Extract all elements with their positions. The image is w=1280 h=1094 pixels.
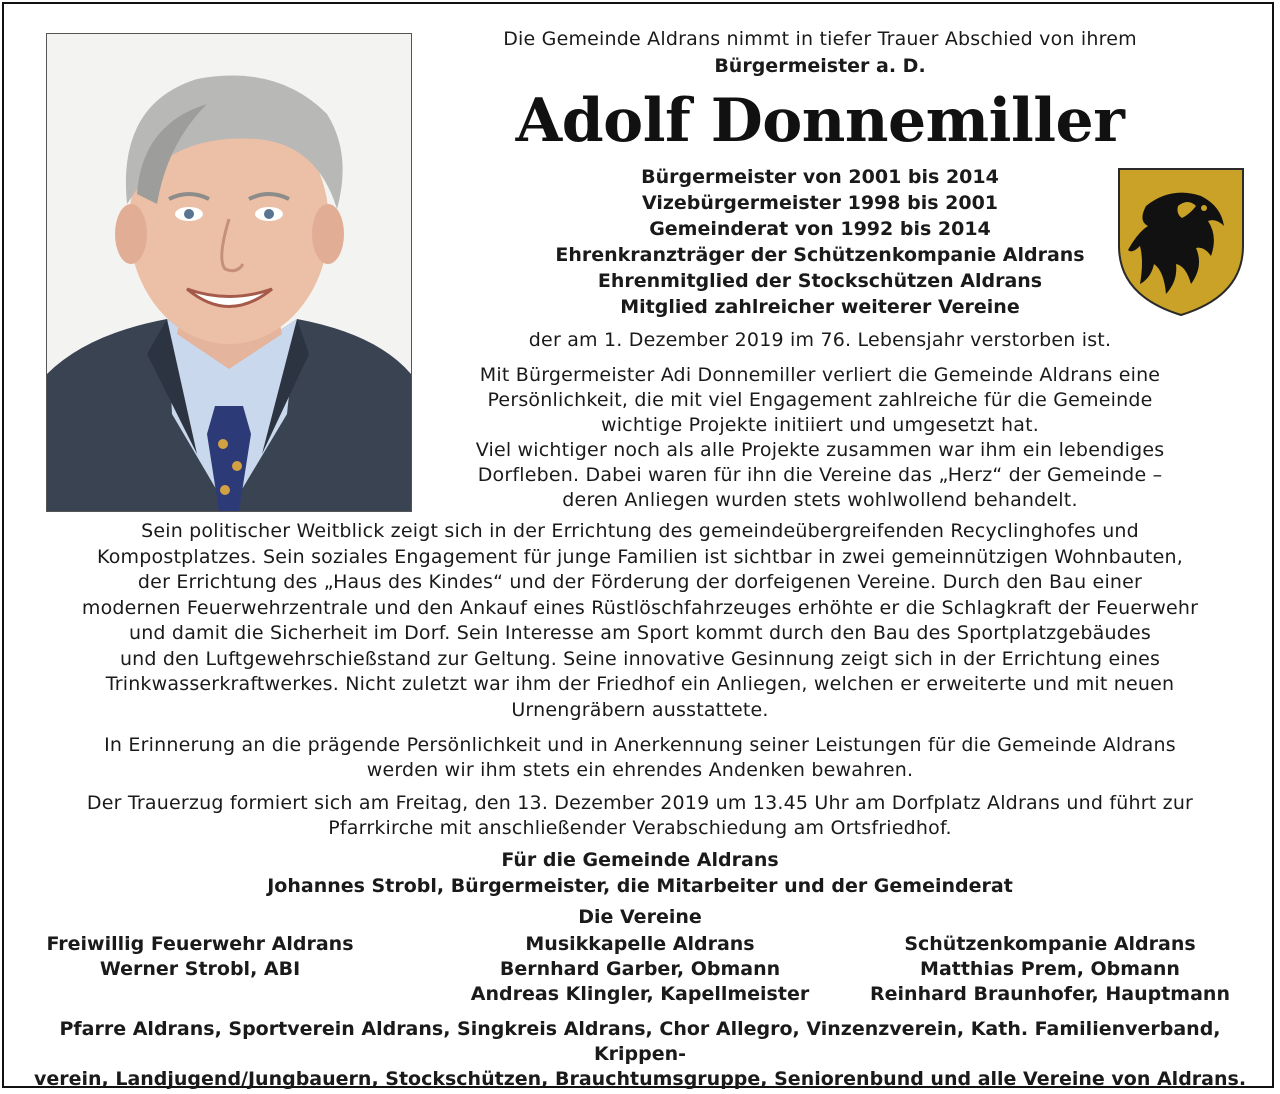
community-heading: Für die Gemeinde Aldrans <box>501 849 779 871</box>
portrait-photo <box>46 33 412 512</box>
text-line: und den Luftgewehrschießstand zur Geltung. Seine innovative Gesinnung zeigt sich in der Errichtung eines <box>119 647 1161 670</box>
text-line: deren Anliegen wurden stets wohlwollend behandelt. <box>562 489 1078 511</box>
community-names: Johannes Strobl, Bürgermeister, die Mitarbeiter und der Gemeinderat <box>267 875 1013 897</box>
title-line: Ehrenkranzträger der Schützenkompanie Aldrans <box>555 244 1085 266</box>
deceased-name: Adolf Donnemiller <box>515 86 1125 156</box>
title-line: Gemeinderat von 1992 bis 2014 <box>649 218 991 240</box>
club-name: Musikkapelle Aldrans <box>525 933 755 955</box>
signature-column-music-band <box>440 932 840 1007</box>
subtitle: Bürgermeister a. D. <box>714 55 926 77</box>
club-person: Reinhard Braunhofer, Hauptmann <box>870 983 1230 1005</box>
text-line: Trinkwasserkraftwerkes. Nicht zuletzt war ihm der Friedhof ein Anliegen, welchen er erweiterte und mit neuen <box>105 673 1175 695</box>
text-line: Sein politischer Weitblick zeigt sich in der Errichtung des gemeindeübergreifenden Recyclinghofes und <box>141 520 1139 542</box>
text-line: modernen Feuerwehrzentrale und den Ankauf eines Rüstlöschfahrzeuges erhöhte er die Schlagkraft der Feuerwehr <box>81 596 1199 619</box>
text-line: Der Trauerzug formiert sich am Freitag, den 13. Dezember 2019 um 13.45 Uhr am Dorfplatz Aldrans und führt zur <box>86 792 1194 814</box>
paragraph-tribute <box>415 363 1225 513</box>
intro-line: Die Gemeinde Aldrans nimmt in tiefer Trauer Abschied von ihrem <box>503 28 1137 50</box>
text-line: Persönlichkeit, die mit viel Engagement zahlreiche für die Gemeinde <box>487 389 1153 411</box>
text-line: Pfarre Aldrans, Sportverein Aldrans, Singkreis Aldrans, Chor Allegro, Vinzenzverein, Kath. Familienverband, Krippen- <box>59 1018 1221 1065</box>
club-person: Bernhard Garber, Obmann <box>499 958 781 980</box>
club-person: Matthias Prem, Obmann <box>920 958 1180 980</box>
title-line: Bürgermeister von 2001 bis 2014 <box>641 166 999 188</box>
text-line: verein, Landjugend/Jungbauern, Stockschützen, Brauchtumsgruppe, Seniorenbund und alle Vereine von Aldrans. <box>33 1068 1247 1090</box>
text-line: der Errichtung des „Haus des Kindes“ und der Förderung der dorfeigenen Vereine. Durch den Bau einer <box>137 571 1143 593</box>
text-line: Pfarrkirche mit anschließender Verabschiedung am Ortsfriedhof. <box>328 817 952 839</box>
club-person: Andreas Klingler, Kapellmeister <box>470 983 810 1005</box>
club-name: Freiwillig Feuerwehr Aldrans <box>46 933 354 955</box>
title-line: Vizebürgermeister 1998 bis 2001 <box>641 192 999 214</box>
title-line: Ehrenmitglied der Stockschützen Aldrans <box>597 270 1043 292</box>
death-line: der am 1. Dezember 2019 im 76. Lebensjahr verstorben ist. <box>528 329 1112 351</box>
title-line: Mitglied zahlreicher weiterer Vereine <box>620 296 1020 318</box>
text-line: Kompostplatzes. Sein soziales Engagement für junge Familien ist sichtbar in zwei gemeinnützigen Wohnbauten, <box>97 545 1183 568</box>
text-line: Mit Bürgermeister Adi Donnemiller verliert die Gemeinde Aldrans eine <box>479 364 1161 386</box>
text-line: Dorfleben. Dabei waren für ihn die Vereine das „Herz“ der Gemeinde – <box>477 464 1163 486</box>
paragraph-funeral <box>20 791 1260 841</box>
text-line: wichtige Projekte initiiert und umgesetzt hat. <box>600 414 1040 436</box>
signature-column-fire-brigade <box>30 932 370 982</box>
text-line: In Erinnerung an die prägende Persönlichkeit und in Anerkennung seiner Leistungen für die Gemeinde Aldrans <box>104 734 1176 756</box>
footer-clubs-list <box>20 1017 1260 1092</box>
paragraph-remembrance <box>20 733 1260 783</box>
text-line: Viel wichtiger noch als alle Projekte zusammen war ihm ein lebendiges <box>475 439 1165 461</box>
text-line: und damit die Sicherheit im Dorf. Sein Interesse am Sport kommt durch den Bau des Sportplatzgebäudes <box>128 622 1152 644</box>
club-person: Werner Strobl, ABI <box>99 958 301 980</box>
paragraph-achievements <box>20 519 1260 723</box>
signature-column-rifle-company <box>860 932 1240 1007</box>
club-name: Schützenkompanie Aldrans <box>904 933 1196 955</box>
clubs-heading: Die Vereine <box>578 906 702 928</box>
text-line: Urnengräbern ausstattete. <box>511 698 769 721</box>
text-line: werden wir ihm stets ein ehrendes Andenken bewahren. <box>366 759 914 781</box>
